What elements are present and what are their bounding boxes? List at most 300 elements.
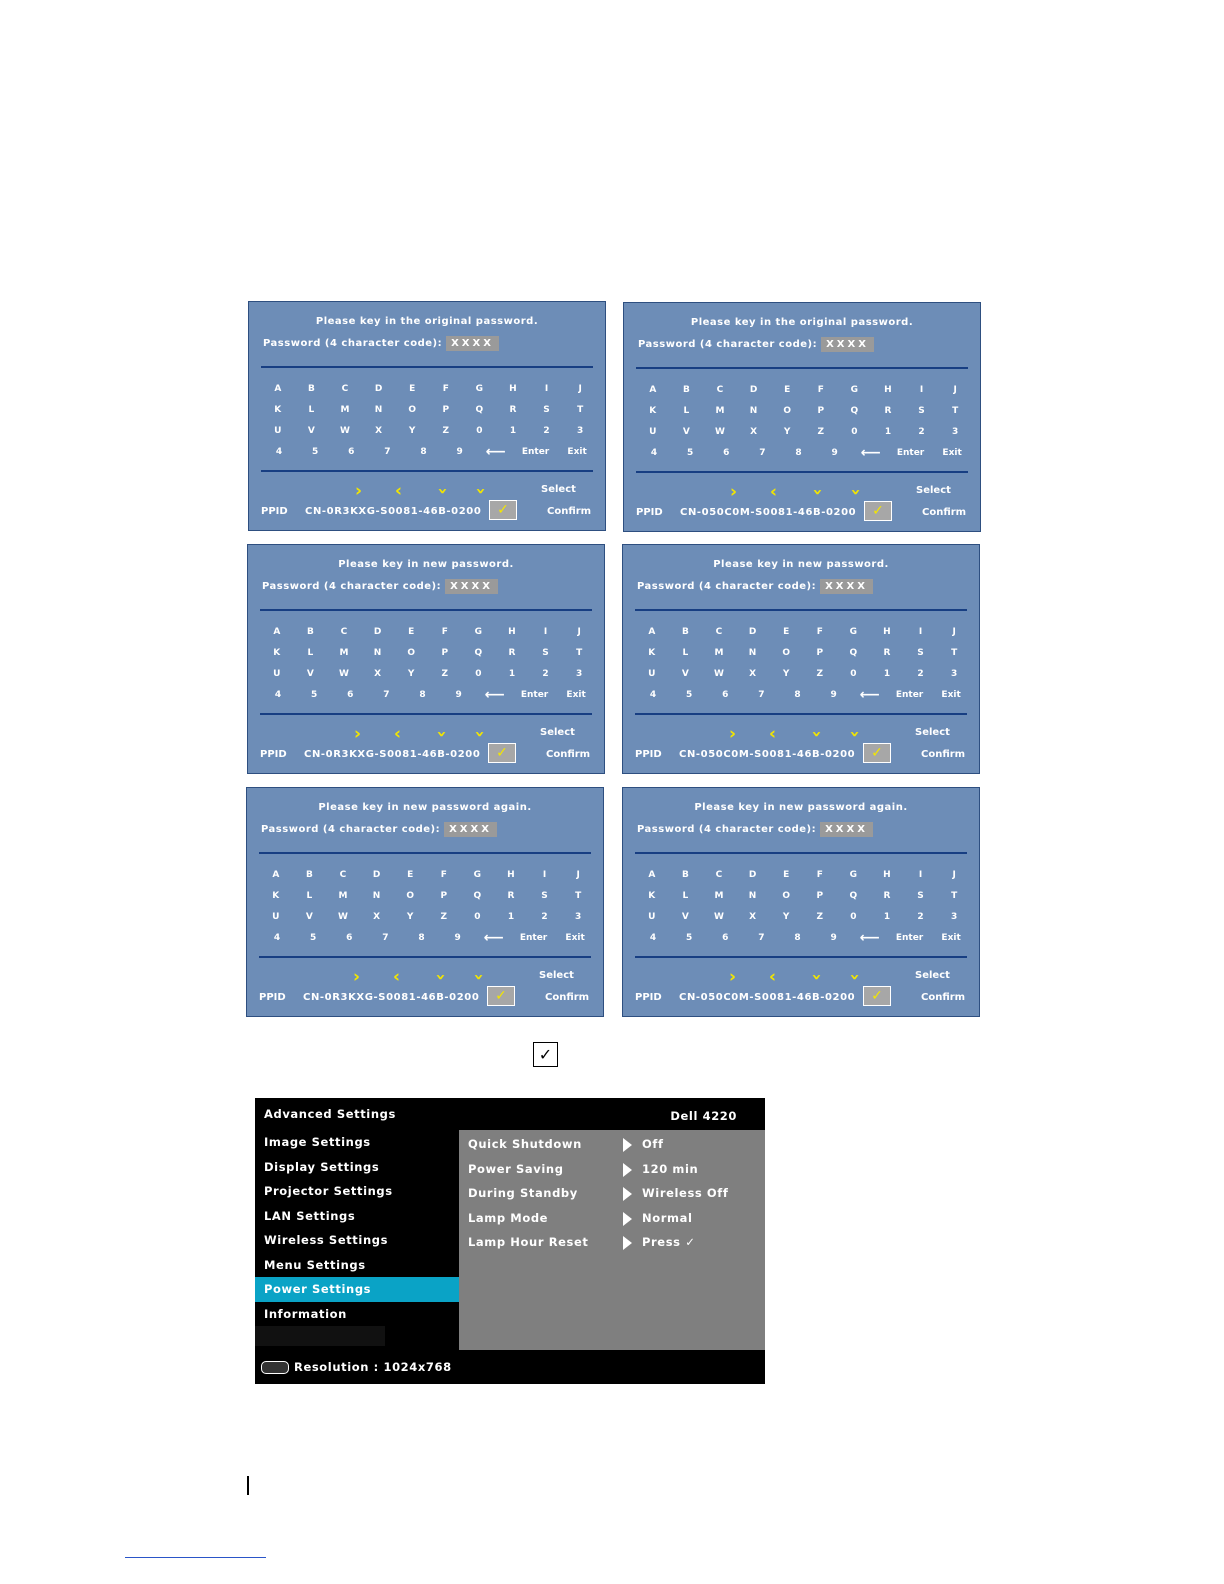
keypad-key[interactable]: 7 [384,446,391,457]
keypad-key[interactable]: 4 [274,689,282,700]
keypad-key[interactable]: M [715,405,725,416]
keypad-row [635,885,971,906]
keypad-key[interactable]: Z [442,425,450,436]
option-row[interactable] [459,1230,765,1255]
keypad-key[interactable]: 4 [275,446,283,457]
sidebar-item[interactable]: LAN Settings [264,1208,356,1223]
confirm-check-icon[interactable]: ✓ [487,986,515,1006]
keypad-key[interactable]: T [951,647,958,658]
keypad-key[interactable]: 9 [831,447,838,458]
keypad-key[interactable]: R [883,890,891,901]
keypad-key[interactable]: I [542,869,547,880]
keypad-key[interactable]: N [373,647,382,658]
confirm-check-icon[interactable]: ✓ [863,986,891,1006]
keypad-key[interactable]: 1 [884,426,892,437]
keypad-key[interactable]: B [682,384,690,395]
password-field[interactable]: XXXX [820,822,873,837]
keypad-key[interactable]: A [648,869,656,880]
keypad-key[interactable]: Q [473,890,482,901]
keypad-key[interactable]: W [714,668,724,679]
backspace-icon[interactable]: ⟵ [484,686,505,703]
option-row[interactable] [459,1157,765,1182]
left-arrow-icon[interactable]: ‹ [770,482,778,502]
exit-key[interactable]: Exit [567,446,587,457]
keypad-key[interactable]: Z [441,668,449,679]
keypad-key[interactable]: 4 [649,689,657,700]
keypad-key[interactable]: 7 [759,447,766,458]
password-field[interactable]: XXXX [820,579,873,594]
keypad-key[interactable]: 5 [311,689,318,700]
keypad-key[interactable]: Y [783,426,791,437]
keypad-key[interactable]: T [951,890,958,901]
option-row[interactable] [459,1181,765,1206]
keypad-key[interactable]: E [783,869,790,880]
advanced-settings-osd [255,1098,765,1384]
keypad-key[interactable]: 3 [951,911,958,922]
keypad-key[interactable]: R [509,404,517,415]
keypad-key[interactable]: 9 [454,932,461,943]
keypad-key[interactable]: 2 [918,426,925,437]
enter-key[interactable]: Enter [895,689,924,700]
select-label: Select [541,484,576,495]
keypad-key[interactable]: Z [816,668,824,679]
osd-sidebar [255,1130,459,1346]
keypad-key[interactable]: W [340,425,350,436]
footer-link-underline[interactable] [125,1557,266,1558]
keypad-key[interactable]: D [374,383,383,394]
keypad-key[interactable]: I [918,869,923,880]
right-arrow-icon[interactable]: › [353,967,361,987]
keypad-key[interactable]: F [816,626,823,637]
keypad-key[interactable]: 8 [794,932,801,943]
password-field[interactable]: XXXX [821,337,874,352]
keypad-key[interactable]: E [783,626,790,637]
keypad-key[interactable]: X [373,911,381,922]
keypad-key[interactable]: U [648,911,656,922]
up-arrow-icon[interactable]: ‹ [468,973,489,981]
enter-key[interactable]: Enter [521,446,550,457]
keypad-key[interactable]: R [884,405,892,416]
enter-key[interactable]: Enter [896,447,925,458]
keypad-key[interactable]: U [648,668,656,679]
keypad-key[interactable]: D [748,626,757,637]
left-arrow-icon[interactable]: ‹ [393,967,401,987]
keypad-key[interactable]: H [507,869,515,880]
keypad-key[interactable]: D [372,869,381,880]
divider [636,471,968,473]
keypad-key[interactable]: 5 [312,446,319,457]
keypad-key[interactable]: E [407,869,414,880]
keypad-key[interactable]: X [374,668,382,679]
keypad-key[interactable]: 2 [541,911,548,922]
select-label: Select [916,485,951,496]
keypad-key[interactable]: H [883,626,891,637]
keypad-key[interactable]: 3 [575,911,582,922]
down-arrow-icon[interactable]: › [432,487,453,495]
keypad-key[interactable]: 0 [851,426,858,437]
keypad-key[interactable]: 1 [507,911,515,922]
keypad-key[interactable]: D [373,626,382,637]
keypad-key[interactable]: I [543,626,548,637]
keypad-key[interactable]: N [749,405,758,416]
keypad-key[interactable]: I [919,384,924,395]
keypad-key[interactable]: L [307,647,314,658]
keypad-key[interactable]: 6 [346,932,353,943]
keypad-key[interactable]: F [817,384,824,395]
keypad-key[interactable]: S [542,647,549,658]
option-label: During Standby [468,1186,578,1200]
right-arrow-icon[interactable]: › [355,481,363,501]
confirm-check-icon[interactable]: ✓ [863,743,891,763]
keypad-key[interactable]: G [849,626,858,637]
keypad-key[interactable]: 6 [722,932,729,943]
password-label: Password (4 character code): [637,824,817,835]
password-field[interactable]: XXXX [446,336,499,351]
keypad-key[interactable]: B [681,869,689,880]
keypad-key[interactable]: G [474,626,483,637]
keypad-key[interactable]: L [682,890,689,901]
keypad-key[interactable]: L [682,647,689,658]
keypad-key[interactable]: Q [850,405,859,416]
keypad-key[interactable]: Z [440,911,448,922]
exit-key[interactable]: Exit [941,689,961,700]
keypad-key[interactable]: J [578,383,582,394]
keypad-key[interactable]: A [274,383,282,394]
keypad-key[interactable]: 3 [952,426,959,437]
down-arrow-icon[interactable]: › [430,973,451,981]
keypad-key[interactable]: K [273,647,281,658]
right-arrow-icon[interactable]: › [729,724,737,744]
keypad-key[interactable]: W [714,911,724,922]
keypad-key[interactable]: M [340,404,350,415]
keypad-key[interactable]: G [473,869,482,880]
keypad-key[interactable]: S [543,404,550,415]
keypad-key[interactable]: F [441,626,448,637]
up-arrow-icon[interactable]: ‹ [470,487,491,495]
keypad-key[interactable]: N [748,890,757,901]
keypad-key[interactable]: M [339,647,349,658]
keypad-key[interactable]: V [682,426,690,437]
keypad-key[interactable]: S [917,890,924,901]
keypad-key[interactable]: B [307,383,315,394]
sidebar-item[interactable]: Information [264,1306,347,1321]
keypad-key[interactable]: V [307,425,315,436]
keypad-key[interactable]: 2 [917,668,924,679]
divider [261,366,593,368]
keypad-key[interactable]: Y [782,911,790,922]
keypad-key[interactable]: C [341,383,349,394]
keypad-key[interactable]: A [272,869,280,880]
backspace-icon[interactable]: ⟵ [859,929,880,946]
sidebar-item[interactable]: Power Settings [255,1277,459,1302]
sidebar-item[interactable]: Menu Settings [264,1257,366,1272]
exit-key[interactable]: Exit [941,932,961,943]
keypad-key[interactable]: 1 [509,425,517,436]
keypad-key[interactable]: C [340,626,348,637]
keypad-key[interactable]: J [577,626,581,637]
keypad-key[interactable]: X [375,425,383,436]
keypad-key[interactable]: R [508,647,516,658]
keypad-key[interactable]: 9 [830,932,837,943]
keypad-key[interactable]: 8 [420,446,427,457]
keypad-key[interactable]: 5 [687,447,694,458]
option-label: Quick Shutdown [468,1137,582,1151]
keypad-key[interactable]: O [408,404,416,415]
up-arrow-icon[interactable]: ‹ [845,488,866,496]
keypad-key[interactable]: Y [408,425,416,436]
keypad-key[interactable]: F [816,869,823,880]
keypad-key[interactable]: V [681,911,689,922]
keypad-key[interactable]: H [508,626,516,637]
keypad-key[interactable]: Z [817,426,825,437]
left-arrow-icon[interactable]: ‹ [394,724,402,744]
keypad-key[interactable]: S [918,405,925,416]
keypad-key[interactable]: 6 [723,447,730,458]
keypad-key[interactable]: Y [782,668,790,679]
keypad-key[interactable]: W [338,911,348,922]
keypad-key[interactable]: R [507,890,515,901]
backspace-icon[interactable]: ⟵ [483,929,504,946]
backspace-icon[interactable]: ⟵ [860,444,881,461]
backspace-icon[interactable]: ⟵ [485,443,506,460]
keypad-grid [260,621,596,705]
right-arrow-icon[interactable]: › [730,482,738,502]
keypad-key[interactable]: L [306,890,313,901]
keypad-key[interactable]: M [714,647,724,658]
left-arrow-icon[interactable]: ‹ [769,724,777,744]
keypad-key[interactable]: Q [475,404,484,415]
left-arrow-icon[interactable]: ‹ [769,967,777,987]
keypad-key[interactable]: D [749,384,758,395]
keypad-key[interactable]: G [849,869,858,880]
left-arrow-icon[interactable]: ‹ [395,481,403,501]
sidebar-item[interactable]: Projector Settings [264,1184,393,1198]
keypad-key[interactable]: C [339,869,347,880]
keypad-key[interactable]: 8 [795,447,802,458]
confirm-check-icon[interactable]: ✓ [488,743,516,763]
keypad-key[interactable]: 6 [348,446,355,457]
keypad-key[interactable]: T [576,647,583,658]
keypad-key[interactable]: Y [407,668,415,679]
up-arrow-icon[interactable]: ‹ [469,730,490,738]
keypad-key[interactable]: 9 [456,446,463,457]
keypad-key[interactable]: C [716,384,724,395]
down-arrow-icon[interactable]: › [806,973,827,981]
keypad-key[interactable]: Y [406,911,414,922]
keypad-key[interactable]: G [475,383,484,394]
keypad-key[interactable]: K [648,890,656,901]
keypad-key[interactable]: T [577,404,584,415]
keypad-key[interactable]: F [440,869,447,880]
keypad-key[interactable]: P [442,404,450,415]
keypad-key[interactable]: I [918,626,923,637]
right-arrow-icon[interactable]: › [354,724,362,744]
keypad-key[interactable]: T [952,405,959,416]
keypad-key[interactable]: J [953,384,957,395]
keypad-key[interactable]: 7 [758,689,765,700]
password-field[interactable]: XXXX [444,822,497,837]
keypad-key[interactable]: J [576,869,580,880]
keypad-key[interactable]: P [816,647,824,658]
sidebar-item[interactable]: Wireless Settings [264,1233,389,1247]
keypad-key[interactable]: Q [474,647,483,658]
keypad-key[interactable]: U [649,426,657,437]
keypad-key[interactable]: 7 [758,932,765,943]
down-arrow-icon[interactable]: › [806,730,827,738]
keypad-key[interactable]: 0 [850,911,857,922]
enter-key[interactable]: Enter [520,689,549,700]
keypad-key[interactable]: W [715,426,725,437]
keypad-key[interactable]: K [272,890,280,901]
keypad-key[interactable]: 4 [273,932,281,943]
up-arrow-icon[interactable]: ‹ [844,973,865,981]
keypad-key[interactable]: J [952,626,956,637]
keypad-row [260,642,596,663]
keypad-key[interactable]: L [308,404,315,415]
keypad-key[interactable]: O [407,647,415,658]
keypad-key[interactable]: A [273,626,281,637]
keypad-key[interactable]: F [442,383,449,394]
keypad-key[interactable]: 2 [543,425,550,436]
backspace-icon[interactable]: ⟵ [859,686,880,703]
confirm-check-icon[interactable]: ✓ [489,500,517,520]
sidebar-item[interactable]: Display Settings [264,1159,380,1174]
keypad-key[interactable]: 7 [383,689,390,700]
keypad-key[interactable]: 5 [686,932,693,943]
keypad-key[interactable]: V [305,911,313,922]
keypad-key[interactable]: Q [849,647,858,658]
keypad-key[interactable]: M [338,890,348,901]
keypad-key[interactable]: N [374,404,383,415]
keypad-key[interactable]: U [272,911,280,922]
keypad-key[interactable]: A [648,626,656,637]
keypad-key[interactable]: U [273,668,281,679]
keypad-key[interactable]: K [648,647,656,658]
keypad-key[interactable]: S [917,647,924,658]
keypad-key[interactable]: B [305,869,313,880]
keypad-key[interactable]: E [409,383,416,394]
keypad-key[interactable]: H [883,869,891,880]
keypad-key[interactable]: I [544,383,549,394]
keypad-key[interactable]: K [274,404,282,415]
password-field[interactable]: XXXX [445,579,498,594]
keypad-key[interactable]: B [306,626,314,637]
keypad-key[interactable]: 8 [419,689,426,700]
keypad-key[interactable]: 9 [830,689,837,700]
keypad-key[interactable]: V [681,668,689,679]
confirm-label: Confirm [546,749,591,760]
keypad-key[interactable]: Q [849,890,858,901]
keypad-key[interactable]: E [408,626,415,637]
keypad-key[interactable]: 6 [347,689,354,700]
option-row[interactable] [459,1206,765,1231]
keypad-key[interactable]: T [575,890,582,901]
keypad-key[interactable]: 0 [474,911,481,922]
exit-key[interactable]: Exit [566,689,586,700]
keypad-key[interactable]: Z [816,911,824,922]
exit-key[interactable]: Exit [565,932,585,943]
keypad-key[interactable]: 8 [794,689,801,700]
keypad-key[interactable]: 1 [883,668,891,679]
keypad-key[interactable]: 3 [576,668,583,679]
option-row[interactable] [459,1132,765,1157]
enter-key[interactable]: Enter [895,932,924,943]
keypad-key[interactable]: X [749,911,757,922]
option-value: Normal [642,1210,693,1225]
down-arrow-icon[interactable]: › [431,730,452,738]
keypad-key[interactable]: O [782,890,790,901]
keypad-key[interactable]: N [372,890,381,901]
enter-key[interactable]: Enter [519,932,548,943]
keypad-key[interactable]: C [715,626,723,637]
keypad-key[interactable]: C [715,869,723,880]
down-arrow-icon[interactable]: › [807,488,828,496]
keypad-key[interactable]: 0 [476,425,483,436]
keypad-key[interactable]: G [850,384,859,395]
keypad-key[interactable]: 5 [686,689,693,700]
keypad-key[interactable]: O [782,647,790,658]
keypad-key[interactable]: O [406,890,414,901]
keypad-key[interactable]: P [816,890,824,901]
keypad-key[interactable]: E [784,384,791,395]
up-arrow-icon[interactable]: ‹ [844,730,865,738]
keypad-key[interactable]: B [681,626,689,637]
keypad-key[interactable]: 7 [382,932,389,943]
keypad-key[interactable]: J [952,869,956,880]
keypad-key[interactable]: L [683,405,690,416]
right-arrow-icon[interactable]: › [729,967,737,987]
keypad-key[interactable]: 3 [951,668,958,679]
keypad-key[interactable]: A [649,384,657,395]
sidebar-item[interactable]: Image Settings [264,1135,371,1149]
confirm-check-icon[interactable]: ✓ [864,501,892,521]
keypad-key[interactable]: 0 [850,668,857,679]
keypad-key[interactable]: X [750,426,758,437]
keypad-key[interactable]: 8 [418,932,425,943]
keypad-key[interactable]: 2 [917,911,924,922]
keypad-key[interactable]: S [541,890,548,901]
keypad-key[interactable]: 6 [722,689,729,700]
keypad-key[interactable]: 9 [455,689,462,700]
keypad-key[interactable]: K [649,405,657,416]
keypad-key[interactable]: D [748,869,757,880]
keypad-key[interactable]: H [884,384,892,395]
keypad-key[interactable]: R [883,647,891,658]
keypad-key[interactable]: 0 [475,668,482,679]
keypad-key[interactable]: 5 [310,932,317,943]
keypad-key[interactable]: P [817,405,825,416]
password-keypad-panel [622,544,980,774]
keypad-key[interactable]: V [306,668,314,679]
keypad-key[interactable]: 1 [883,911,891,922]
keypad-key[interactable]: H [509,383,517,394]
ppid-label: PPID [635,749,662,760]
keypad-key[interactable]: 4 [650,447,658,458]
keypad-key[interactable]: O [783,405,791,416]
keypad-key[interactable]: W [339,668,349,679]
keypad-key[interactable]: 1 [508,668,516,679]
keypad-key[interactable]: 4 [649,932,657,943]
exit-key[interactable]: Exit [942,447,962,458]
keypad-key[interactable]: X [749,668,757,679]
keypad-key[interactable]: N [748,647,757,658]
keypad-key[interactable]: M [714,890,724,901]
keypad-key[interactable]: P [441,647,449,658]
keypad-key[interactable]: 3 [577,425,584,436]
keypad-key[interactable]: P [440,890,448,901]
keypad-key[interactable]: 2 [542,668,549,679]
keypad-key[interactable]: U [274,425,282,436]
